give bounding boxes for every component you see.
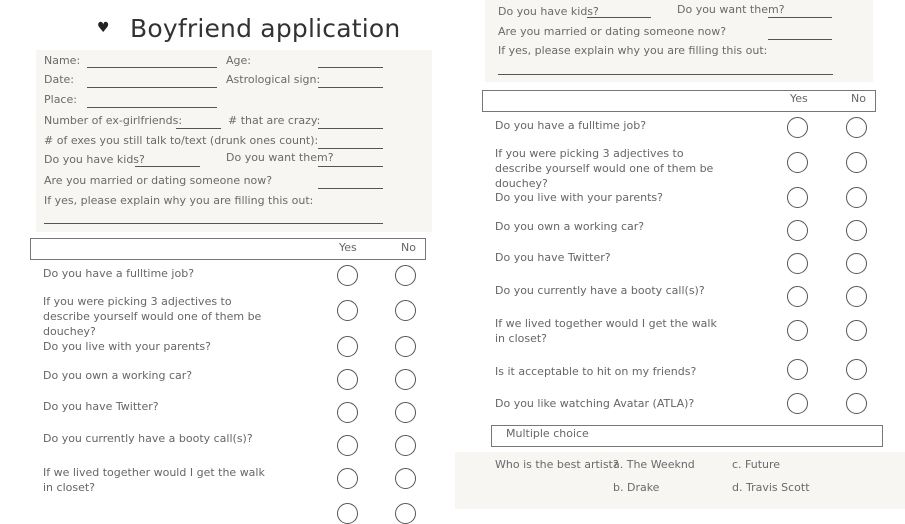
no-radio[interactable] [846,320,867,341]
no-radio[interactable] [846,220,867,241]
want-field[interactable] [318,166,383,167]
yes-radio[interactable] [337,468,358,489]
yes-radio[interactable] [787,152,808,173]
no-radio[interactable] [846,152,867,173]
explain-label: If yes, please explain why you are filling this out: [498,44,768,57]
multiple-choice-label: Multiple choice [506,427,589,440]
yes-radio[interactable] [787,286,808,307]
yes-radio[interactable] [337,503,358,524]
no-radio[interactable] [395,402,416,423]
left-form-page [0,0,440,509]
yes-radio[interactable] [787,220,808,241]
yes-radio[interactable] [787,117,808,138]
no-radio[interactable] [395,265,416,286]
option-c[interactable]: c. Future [732,458,781,471]
married-label: Are you married or dating someone now? [44,174,273,187]
option-b[interactable]: b. Drake [613,481,660,494]
question-text: Is it acceptable to hit on my friends? [495,365,697,378]
crazy-label: # that are crazy: [228,114,321,127]
astro-label: Astrological sign: [226,73,321,86]
heart-icon: ♥ [97,20,110,36]
married-field[interactable] [768,39,832,40]
no-column-header: No [401,241,416,254]
no-radio[interactable] [395,468,416,489]
crazy-field[interactable] [318,128,383,129]
kids-field[interactable] [135,166,200,167]
married-label: Are you married or dating someone now? [498,25,727,38]
question-text: Do you have a fulltime job? [43,267,195,280]
place-label: Place: [44,93,77,106]
question-text: If you were picking 3 adjectives to describe yourself would one of them be douchey? [43,295,262,338]
yes-radio[interactable] [337,300,358,321]
question-text: Do you have Twitter? [495,251,611,264]
talk-field[interactable] [318,148,383,149]
question-text: Do you currently have a booty call(s)? [43,432,253,445]
no-radio[interactable] [846,393,867,414]
question-text: If we lived together would I get the walk in closet? [495,317,717,345]
no-radio[interactable] [846,117,867,138]
right-form-page [455,0,905,509]
yes-no-table-header [482,90,876,112]
kids-label: Do you have kids? [498,5,599,18]
yes-radio[interactable] [787,393,808,414]
yes-radio[interactable] [337,369,358,390]
yes-radio[interactable] [337,435,358,456]
yes-no-table-header [30,238,426,260]
no-column-header: No [851,92,866,105]
no-radio[interactable] [846,359,867,380]
yes-radio[interactable] [787,320,808,341]
want-label: Do you want them? [677,3,785,16]
yes-radio[interactable] [337,265,358,286]
no-radio[interactable] [846,286,867,307]
question-text: Do you have a fulltime job? [495,119,647,132]
question-text: Do you have Twitter? [43,400,159,413]
no-radio[interactable] [395,336,416,357]
age-label: Age: [226,54,251,67]
name-label: Name: [44,54,81,67]
yes-radio[interactable] [337,402,358,423]
explain-field[interactable] [498,74,833,75]
date-field[interactable] [87,87,217,88]
exes-field[interactable] [176,128,221,129]
question-text: Do you own a working car? [43,369,193,382]
kids-label: Do you have kids? [44,153,145,166]
yes-radio[interactable] [787,253,808,274]
date-label: Date: [44,73,74,86]
yes-radio[interactable] [337,336,358,357]
yes-radio[interactable] [787,359,808,380]
yes-column-header: Yes [339,241,357,254]
option-a[interactable]: a. The Weeknd [613,458,695,471]
question-text: Do you live with your parents? [43,340,211,353]
name-field[interactable] [87,67,217,68]
explain-field[interactable] [44,223,383,224]
want-field[interactable] [768,17,832,18]
question-text: If we lived together would I get the walk in closet? [43,466,265,494]
explain-label: If yes, please explain why you are filling this out: [44,194,314,207]
no-radio[interactable] [395,435,416,456]
no-radio[interactable] [846,253,867,274]
married-field[interactable] [318,188,383,189]
yes-radio[interactable] [787,187,808,208]
no-radio[interactable] [846,187,867,208]
place-field[interactable] [87,107,217,108]
exes-label: Number of ex-girlfriends: [44,114,183,127]
question-text: Do you currently have a booty call(s)? [495,284,705,297]
form-title: Boyfriend application [130,14,401,43]
no-radio[interactable] [395,503,416,524]
yes-column-header: Yes [790,92,808,105]
astro-field[interactable] [318,87,383,88]
artist-question: Who is the best artist? [495,458,619,471]
want-label: Do you want them? [226,151,334,164]
question-text: Do you like watching Avatar (ATLA)? [495,397,695,410]
question-text: Do you own a working car? [495,220,645,233]
question-text: Do you live with your parents? [495,191,663,204]
question-text: If you were picking 3 adjectives to describe yourself would one of them be douchey? [495,147,714,190]
no-radio[interactable] [395,300,416,321]
talk-label: # of exes you still talk to/text (drunk ones count): [44,134,319,147]
kids-field[interactable] [587,17,651,18]
option-d[interactable]: d. Travis Scott [732,481,810,494]
no-radio[interactable] [395,369,416,390]
age-field[interactable] [318,67,383,68]
